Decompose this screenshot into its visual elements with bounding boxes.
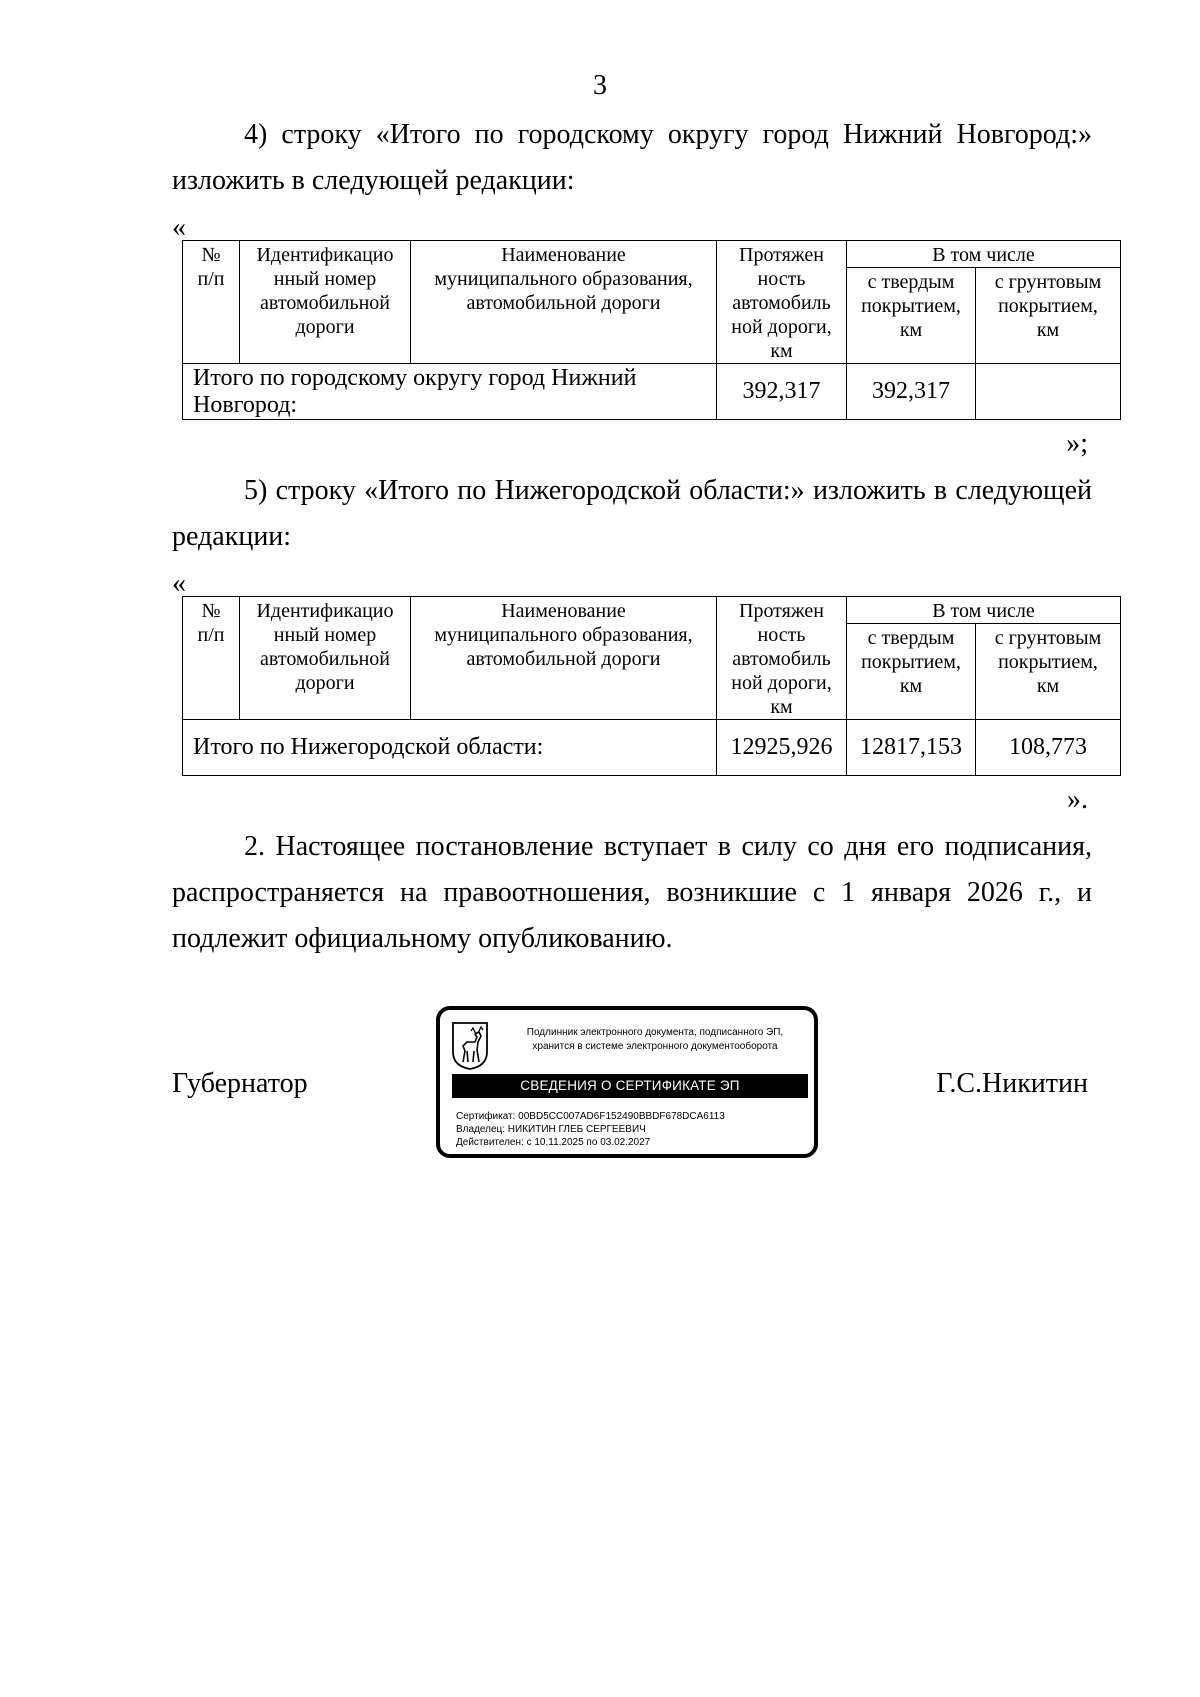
table1-ground xyxy=(976,364,1121,420)
header-including: В том числе xyxy=(847,241,1121,268)
table2-total-label: Итого по Нижегородской области: xyxy=(183,720,717,776)
page-number: 3 xyxy=(593,70,607,101)
table1-total-label: Итого по городскому округу город Нижний Новгород: xyxy=(183,364,717,420)
item4-paragraph xyxy=(172,112,1092,204)
stamp-details xyxy=(456,1110,725,1149)
signature-name: Г.С.Никитин xyxy=(936,1068,1088,1099)
item5-table xyxy=(182,596,1121,776)
header-ground: с грунтовым покрытием, км xyxy=(976,624,1121,720)
header-hard: с твердым покрытием, км xyxy=(847,624,976,720)
stamp-header: Подлинник электронного документа, подписанного ЭП, хранится в системе электронного документооборота xyxy=(526,1027,784,1052)
item5-text-line1: 5) строку «Итого по Нижегородской области:» изложить в следующей xyxy=(244,475,1092,506)
header-name: Наименование муниципального образования, автомобильной дороги xyxy=(411,597,717,720)
item5-paragraph xyxy=(172,468,1092,560)
stamp-owner: Владелец: НИКИТИН ГЛЕБ СЕРГЕЕВИЧ xyxy=(456,1124,646,1135)
header-ground: с грунтовым покрытием, км xyxy=(976,268,1121,364)
item4-text-line2: изложить в следующей редакции: xyxy=(172,165,575,196)
header-ident: Идентификацио нный номер автомобильной дороги xyxy=(240,597,411,720)
item4-text-line1: 4) строку «Итого по городскому округу город Нижний Новгород:» xyxy=(244,119,1092,150)
table1-hard: 392,317 xyxy=(847,364,976,420)
header-ident: Идентификацио нный номер автомобильной дороги xyxy=(240,241,411,364)
header-num: № п/п xyxy=(183,597,240,720)
header-hard: с твердым покрытием, км xyxy=(847,268,976,364)
item5-text-line2: редакции: xyxy=(172,521,292,552)
item4-close-quote: »; xyxy=(1066,428,1088,459)
table2-hard: 12817,153 xyxy=(847,720,976,776)
header-name: Наименование муниципального образования, автомобильной дороги xyxy=(411,241,717,364)
coat-of-arms-icon xyxy=(452,1022,488,1070)
header-including: В том числе xyxy=(847,597,1121,624)
item4-table xyxy=(182,240,1121,420)
item4-open-quote: « xyxy=(172,212,186,243)
para2 xyxy=(172,824,1092,962)
table2-length: 12925,926 xyxy=(717,720,847,776)
table1-length: 392,317 xyxy=(717,364,847,420)
header-num: № п/п xyxy=(183,241,240,364)
header-length: Протяжен ность автомобиль ной дороги, км xyxy=(717,241,847,364)
item5-open-quote: « xyxy=(172,568,186,599)
e-signature-stamp xyxy=(436,1006,818,1158)
stamp-valid: Действителен: с 10.11.2025 по 03.02.2027 xyxy=(456,1137,651,1148)
item5-close-quote: ». xyxy=(1067,784,1088,815)
para2-text: 2. Настоящее постановление вступает в силу со дня его подписания, распространяется на правоотношения, возникшие с 1 января 2026 г., и подлежит официальному опубликованию. xyxy=(172,831,1092,954)
stamp-certificate: Сертификат: 00BD5CC007AD6F152490BBDF678DCA6113 xyxy=(456,1111,725,1122)
header-length: Протяжен ность автомобиль ной дороги, км xyxy=(717,597,847,720)
stamp-title: СВЕДЕНИЯ О СЕРТИФИКАТЕ ЭП xyxy=(452,1074,808,1098)
table2-ground: 108,773 xyxy=(976,720,1121,776)
signature-position: Губернатор xyxy=(172,1068,308,1099)
